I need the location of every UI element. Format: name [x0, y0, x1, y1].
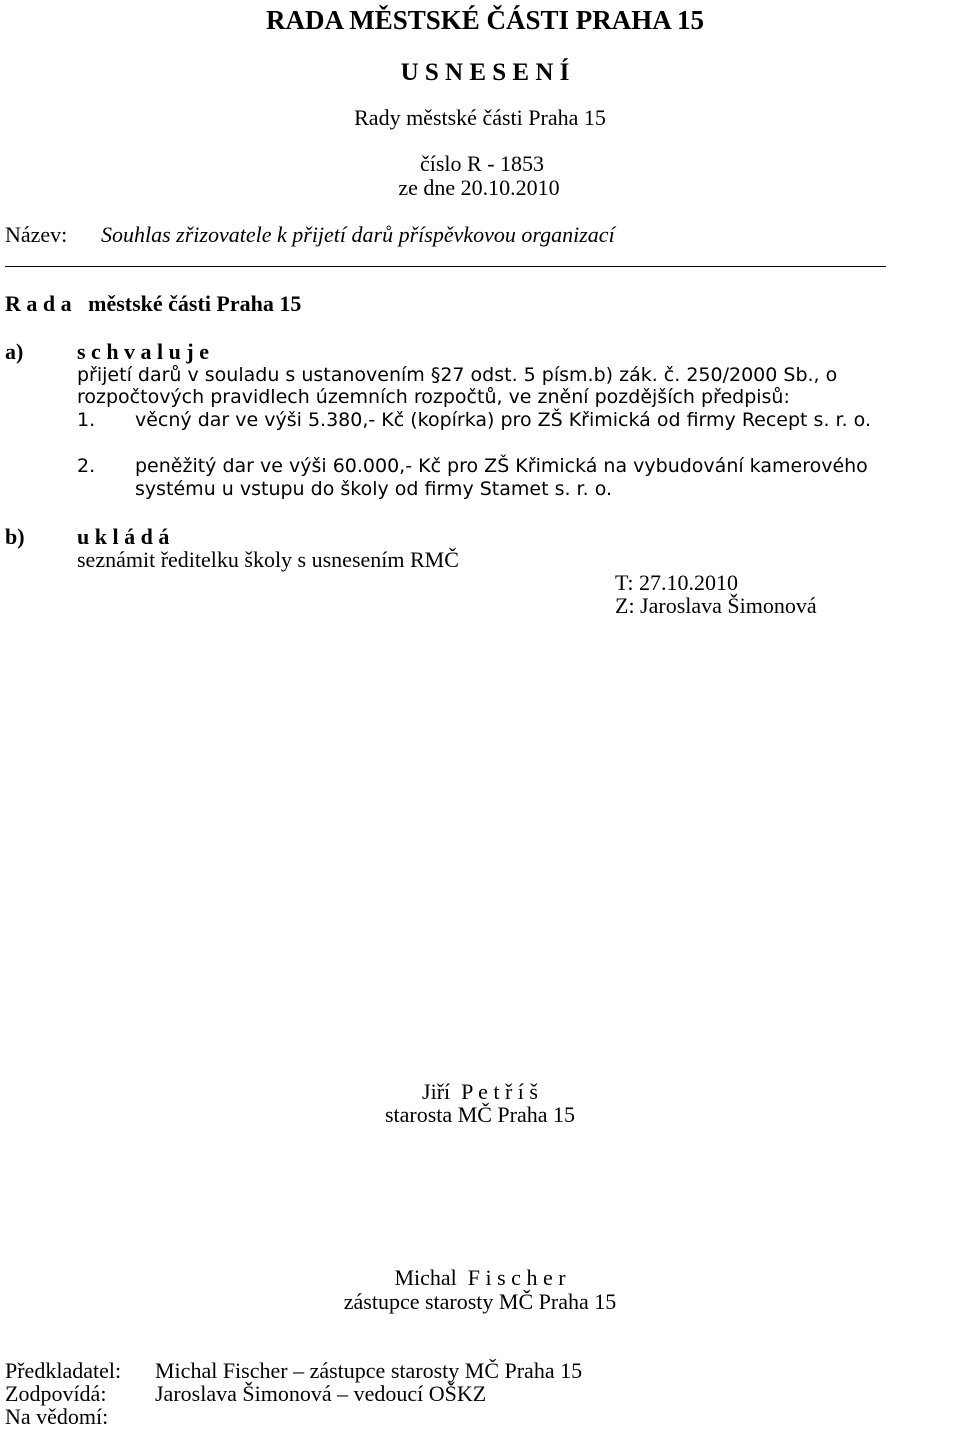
- section-a-verb: s c h v a l u j e: [77, 339, 209, 364]
- submitter-label: Předkladatel:: [5, 1358, 122, 1383]
- council-heading: R a d a městské části Praha 15: [5, 291, 302, 316]
- signature-role: zástupce starosty MČ Praha 15: [343, 1289, 617, 1314]
- document-type: U S N E S E N Í: [400, 59, 570, 86]
- section-b-verb: u k l á d á: [77, 524, 170, 549]
- signature-role: starosta MČ Praha 15: [384, 1102, 576, 1127]
- gift-item-text: věcný dar ve výši 5.380,- Kč (kopírka) pro ZŠ Křimická od firmy Recept s. r. o.: [135, 409, 871, 431]
- document-title: RADA MĚSTSKÉ ČÁSTI PRAHA 15: [265, 5, 705, 35]
- name-label: Název:: [5, 222, 68, 247]
- section-b-text: seznámit ředitelku školy s usnesením RMČ: [77, 547, 459, 572]
- gift-item-number: 1.: [77, 409, 96, 431]
- issuer: Rady městské části Praha 15: [354, 105, 606, 130]
- responsible-value: Jaroslava Šimonová – vedoucí OŠKZ: [155, 1381, 487, 1406]
- section-a-marker: a): [5, 339, 24, 364]
- gift-item-text: peněžitý dar ve výši 60.000,- Kč pro ZŠ Křimická na vybudování kamerového: [135, 455, 868, 477]
- name-value: Souhlas zřizovatele k přijetí darů příspěvkovou organizací: [101, 222, 615, 247]
- resolution-date: ze dne 20.10.2010: [398, 175, 560, 200]
- section-a-text-line2: rozpočtových pravidlech územních rozpočtů, ve znění pozdějších předpisů:: [77, 386, 790, 408]
- resolution-number: číslo R - 1853: [419, 151, 545, 176]
- notice-label: Na vědomí:: [5, 1404, 109, 1429]
- gift-item-number: 2.: [77, 455, 96, 477]
- responsible-label: Zodpovídá:: [5, 1381, 107, 1406]
- task-deadline: T: 27.10.2010: [615, 570, 738, 595]
- divider-line: [5, 266, 886, 267]
- submitter-value: Michal Fischer – zástupce starosty MČ Praha 15: [155, 1358, 583, 1383]
- signature-name: Jiří P e t ř í š: [422, 1079, 538, 1104]
- task-responsible: Z: Jaroslava Šimonová: [615, 593, 817, 618]
- section-a-text-line1: přijetí darů v souladu s ustanovením §27 odst. 5 písm.b) zák. č. 250/2000 Sb., o: [77, 364, 838, 386]
- signature-name: Michal F i s c h e r: [394, 1265, 566, 1290]
- gift-item-text-continued: systému u vstupu do školy od firmy Stamet s. r. o.: [135, 478, 613, 500]
- section-b-marker: b): [5, 524, 25, 549]
